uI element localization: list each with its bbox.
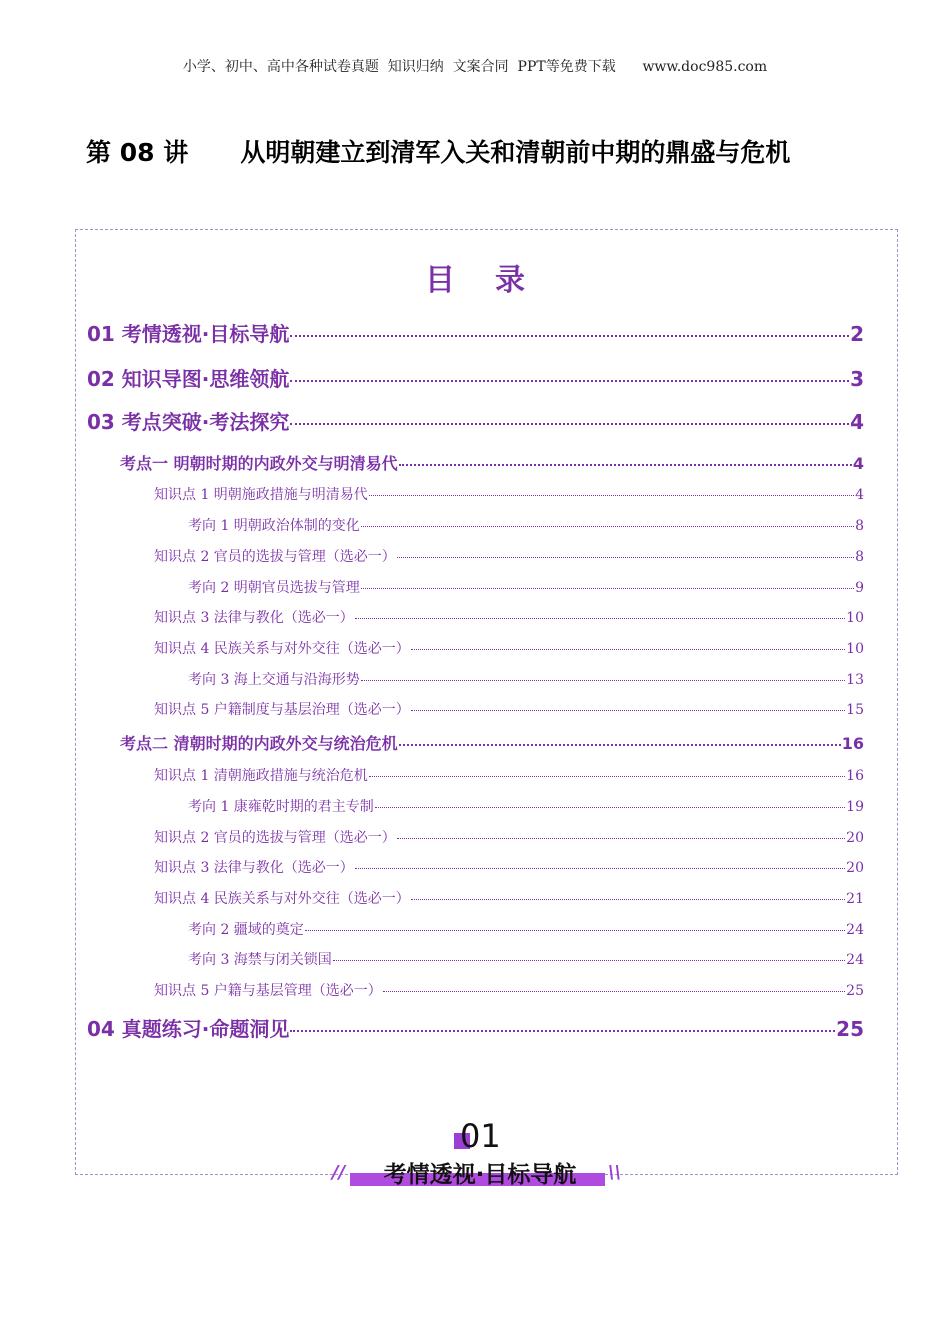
toc-entry-page: 19 [846,799,864,815]
toc-entry-page: 10 [846,610,864,626]
toc-entry-page: 24 [846,922,864,938]
toc-entry-page: 8 [855,549,864,565]
toc-entry-label: 知识点 5 户籍制度与基层治理（选必一） [154,702,410,718]
toc-leader [355,868,845,869]
toc-leader [397,557,854,558]
slash-left-icon: // [332,1162,346,1183]
toc-entry-page: 4 [852,454,864,473]
toc-entry-label: 知识点 3 法律与教化（选必一） [154,610,354,626]
toc-leader [399,744,841,746]
toc-heading: 目录 [425,263,565,298]
toc-entry-page: 24 [846,952,864,968]
toc-leader [355,618,845,619]
toc-entry[interactable] [188,949,864,969]
toc-entry-page: 15 [846,702,864,718]
toc-leader [361,526,854,527]
toc-entry-label: 考向 1 康雍乾时期的君主专制 [188,799,374,815]
toc-entry-label: 知识点 3 法律与教化（选必一） [154,860,354,876]
toc-entry-label: 知识点 2 官员的选拔与管理（选必一） [154,830,396,846]
toc-entry[interactable] [87,1013,864,1042]
toc-entry[interactable] [154,765,864,785]
toc-entry-page: 8 [855,518,864,534]
toc-leader [411,710,845,711]
toc-leader [369,495,854,496]
section-title: 考情透视·目标导航 [383,1162,577,1188]
toc-leader [305,930,845,931]
toc-entry[interactable] [188,669,864,689]
toc-entry-label: 考点二 清朝时期的内政外交与统治危机 [120,734,398,753]
toc-entry-page: 25 [846,983,864,999]
toc-leader [290,335,849,337]
toc-entry-label: 考向 2 明朝官员选拔与管理 [188,580,360,596]
toc-entry-page: 16 [841,734,864,753]
toc-leader [411,649,845,650]
toc-entry-label: 考点一 明朝时期的内政外交与明清易代 [120,454,398,473]
toc-leader [290,423,849,425]
toc-entry[interactable] [188,796,864,816]
section-badge [330,1118,630,1198]
toc-entry[interactable] [154,827,864,847]
toc-leader [361,588,854,589]
toc-entry-label: 知识点 4 民族关系与对外交往（选必一） [154,891,410,907]
toc-entry-label: 考向 3 海禁与闭关锁国 [188,952,332,968]
toc-entry-label: 知识点 5 户籍与基层管理（选必一） [154,983,382,999]
toc-leader [290,1030,835,1032]
toc-entry-label: 知识点 4 民族关系与对外交往（选必一） [154,641,410,657]
toc-entry[interactable] [154,546,864,566]
page-header: 小学、初中、高中各种试卷真题 知识归纳 文案合同 PPT等免费下载 www.doc985.com [182,59,768,75]
toc-entry-label: 知识点 1 清朝施政措施与统治危机 [154,768,368,784]
toc-entry[interactable] [154,980,864,1000]
toc-entry[interactable] [154,638,864,658]
toc-entry-label: 03 考点突破·考法探究 [87,410,290,434]
toc-entry-page: 4 [850,410,864,434]
toc-entry[interactable] [154,699,864,719]
toc-entry[interactable] [87,406,864,435]
toc-entry[interactable] [154,857,864,877]
section-number: 01 [460,1117,501,1155]
toc-entry[interactable] [120,731,864,754]
toc-entry-page: 10 [846,641,864,657]
toc-entry-label: 01 考情透视·目标导航 [87,322,290,346]
toc-entry[interactable] [188,577,864,597]
toc-entry-page: 25 [836,1017,864,1041]
toc-entry[interactable] [154,607,864,627]
toc-entry-page: 20 [846,860,864,876]
toc-entry[interactable] [87,318,864,347]
toc-leader [411,899,845,900]
toc-entry-page: 4 [855,487,864,503]
toc-leader [399,464,852,466]
toc-entry-label: 知识点 2 官员的选拔与管理（选必一） [154,549,396,565]
toc-entry-label: 考向 2 疆域的奠定 [188,922,304,938]
toc-entry-page: 13 [846,672,864,688]
toc-entry-label: 02 知识导图·思维领航 [87,367,290,391]
toc-entry-label: 04 真题练习·命题洞见 [87,1017,290,1041]
toc-entry-label: 知识点 1 明朝施政措施与明清易代 [154,487,368,503]
toc-leader [383,991,845,992]
toc-entry[interactable] [120,451,864,474]
toc-entry[interactable] [154,888,864,908]
toc-leader [369,776,845,777]
toc-entry[interactable] [87,363,864,392]
page-title: 第 08 讲 从明朝建立到清军入关和清朝前中期的鼎盛与危机 [86,138,791,167]
toc-entry[interactable] [188,515,864,535]
toc-entry[interactable] [188,919,864,939]
toc-entry-page: 20 [846,830,864,846]
toc-entry[interactable] [154,484,864,504]
toc-leader [375,807,845,808]
toc-leader [290,380,849,382]
toc-entry-page: 16 [846,768,864,784]
toc-leader [361,680,845,681]
toc-entry-page: 21 [846,891,864,907]
toc-leader [333,960,845,961]
toc-entry-page: 2 [850,322,864,346]
toc-entry-page: 9 [855,580,864,596]
slash-right-icon: \\ [608,1162,622,1183]
toc-entry-page: 3 [850,367,864,391]
toc-entry-label: 考向 1 明朝政治体制的变化 [188,518,360,534]
toc-leader [397,838,845,839]
toc-entry-label: 考向 3 海上交通与沿海形势 [188,672,360,688]
